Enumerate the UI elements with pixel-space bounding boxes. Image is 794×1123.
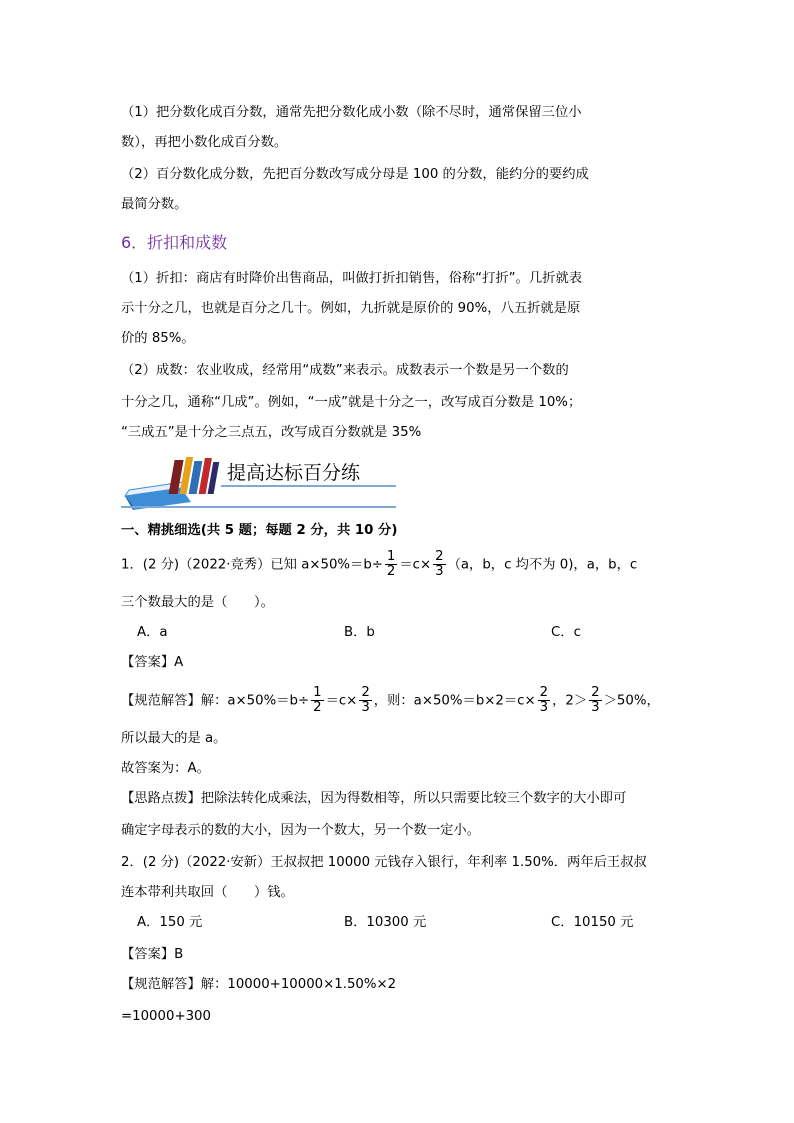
q1-solution-fraction-3-num: 2 bbox=[539, 685, 549, 700]
q2-stem-line1: 2．(2 分)（2022·安新）王叔叔把 10000 元钱存入银行，年利率 1.50%．两年后王叔叔 bbox=[121, 855, 647, 870]
part1-heading: 一、精挑细选(共 5 题；每题 2 分，共 10 分) bbox=[121, 523, 398, 538]
q1-solution-part-e: ＞50%， bbox=[603, 693, 660, 709]
sec6-p1-line3: 价的 85%。 bbox=[121, 331, 195, 346]
q1-solution-part-c: ，则：a×50%＝b×2＝c× bbox=[373, 693, 536, 709]
q1-solution-fraction-1-num: 1 bbox=[313, 685, 322, 700]
banner-underline bbox=[221, 485, 396, 487]
sec6-p2-line1: （2）成数：农业收成，经常用“成数”来表示。成数表示一个数是另一个数的 bbox=[121, 363, 569, 378]
section-heading-discount: 6．折扣和成数 bbox=[121, 233, 228, 252]
q2-stem-line2: 连本带利共取回（ ）钱。 bbox=[121, 885, 294, 900]
q1-solution-line2: 所以最大的是 a。 bbox=[121, 731, 227, 746]
q1-stem-line1 bbox=[121, 550, 637, 581]
q1-tip-line2: 确定字母表示的数的大小，因为一个数大，另一个数一定小。 bbox=[121, 823, 481, 838]
sec6-p1-line2: 示十分之几，也就是百分之几十。例如，九折就是原价的 90%，八五折就是原 bbox=[121, 301, 581, 316]
q1-stem-part-b: ＝c× bbox=[399, 557, 432, 573]
q1-solution-fraction-2-num: 2 bbox=[361, 685, 370, 700]
sec5-p1-line2: 数），再把小数化成百分数。 bbox=[121, 135, 288, 150]
q1-tip-line1: 【思路点拨】把除法转化成乘法，因为得数相等，所以只需要比较三个数字的大小即可 bbox=[121, 791, 627, 806]
q2-solution-line1: 【规范解答】解：10000+10000×1.50%×2 bbox=[121, 977, 397, 992]
q1-solution-fraction-3-den: 3 bbox=[539, 700, 549, 715]
q1-option-c: C．c bbox=[551, 625, 581, 640]
q1-solution-fraction-4-num: 2 bbox=[591, 685, 600, 700]
banner-title: 提高达标百分练 bbox=[227, 462, 361, 484]
q1-answer: 【答案】A bbox=[121, 655, 184, 670]
sec6-p2-line3: “三成五”是十分之三点五，改写成百分数就是 35% bbox=[121, 425, 422, 440]
q1-fraction-2 bbox=[433, 550, 445, 579]
q1-stem-part-c: （a，b，c 均不为 0)，a，b，c bbox=[447, 557, 638, 573]
q2-answer: 【答案】B bbox=[121, 947, 184, 962]
q1-solution-fraction-2 bbox=[359, 686, 371, 715]
sec6-p1-line1: （1）折扣：商店有时降价出售商品，叫做打折扣销售，俗称“打折”。几折就表 bbox=[121, 271, 583, 286]
q1-solution-fraction-1-den: 2 bbox=[313, 700, 322, 715]
sec5-p2-line2: 最简分数。 bbox=[121, 197, 188, 212]
q1-stem-part-a: 1．(2 分)（2022·竞秀）已知 a×50%＝b÷ bbox=[121, 557, 383, 573]
q2-solution-line2: =10000+300 bbox=[121, 1009, 211, 1024]
q1-solution-part-b: ＝c× bbox=[325, 693, 358, 709]
q1-fraction-1 bbox=[385, 550, 397, 579]
q1-fraction-1-num: 1 bbox=[386, 549, 396, 564]
q1-solution-fraction-2-den: 3 bbox=[361, 700, 370, 715]
q2-option-b: B．10300 元 bbox=[344, 915, 427, 930]
q1-solution-part-a: 【规范解答】解：a×50%＝b÷ bbox=[121, 693, 310, 709]
q1-solution-fraction-4-den: 3 bbox=[591, 700, 600, 715]
q1-fraction-1-den: 2 bbox=[386, 564, 396, 579]
sec5-p2-line1: （2）百分数化成分数，先把百分数改写成分母是 100 的分数，能约分的要约成 bbox=[121, 167, 589, 182]
q1-solution-line3: 故答案为：A。 bbox=[121, 761, 210, 776]
q2-option-a: A．150 元 bbox=[137, 915, 203, 930]
sec5-p1-line1: （1）把分数化成百分数，通常先把分数化成小数（除不尽时，通常保留三位小 bbox=[121, 105, 582, 120]
q1-fraction-2-den: 3 bbox=[435, 564, 444, 579]
q1-fraction-2-num: 2 bbox=[435, 549, 444, 564]
q2-option-c: C．10150 元 bbox=[551, 915, 634, 930]
q1-stem-line2: 三个数最大的是（ ）。 bbox=[121, 595, 274, 610]
q1-solution-fraction-4 bbox=[589, 686, 601, 715]
sec6-p2-line2: 十分之几，通称“几成”。例如，“一成”就是十分之一，改写成百分数是 10%； bbox=[121, 395, 582, 410]
q1-option-b: B．b bbox=[344, 625, 375, 640]
q1-solution-fraction-1 bbox=[311, 686, 323, 715]
q1-solution-line1 bbox=[121, 686, 660, 717]
q1-solution-fraction-3 bbox=[538, 686, 550, 715]
q1-option-a: A．a bbox=[137, 625, 168, 640]
q1-solution-part-d: ，2＞ bbox=[552, 693, 588, 709]
